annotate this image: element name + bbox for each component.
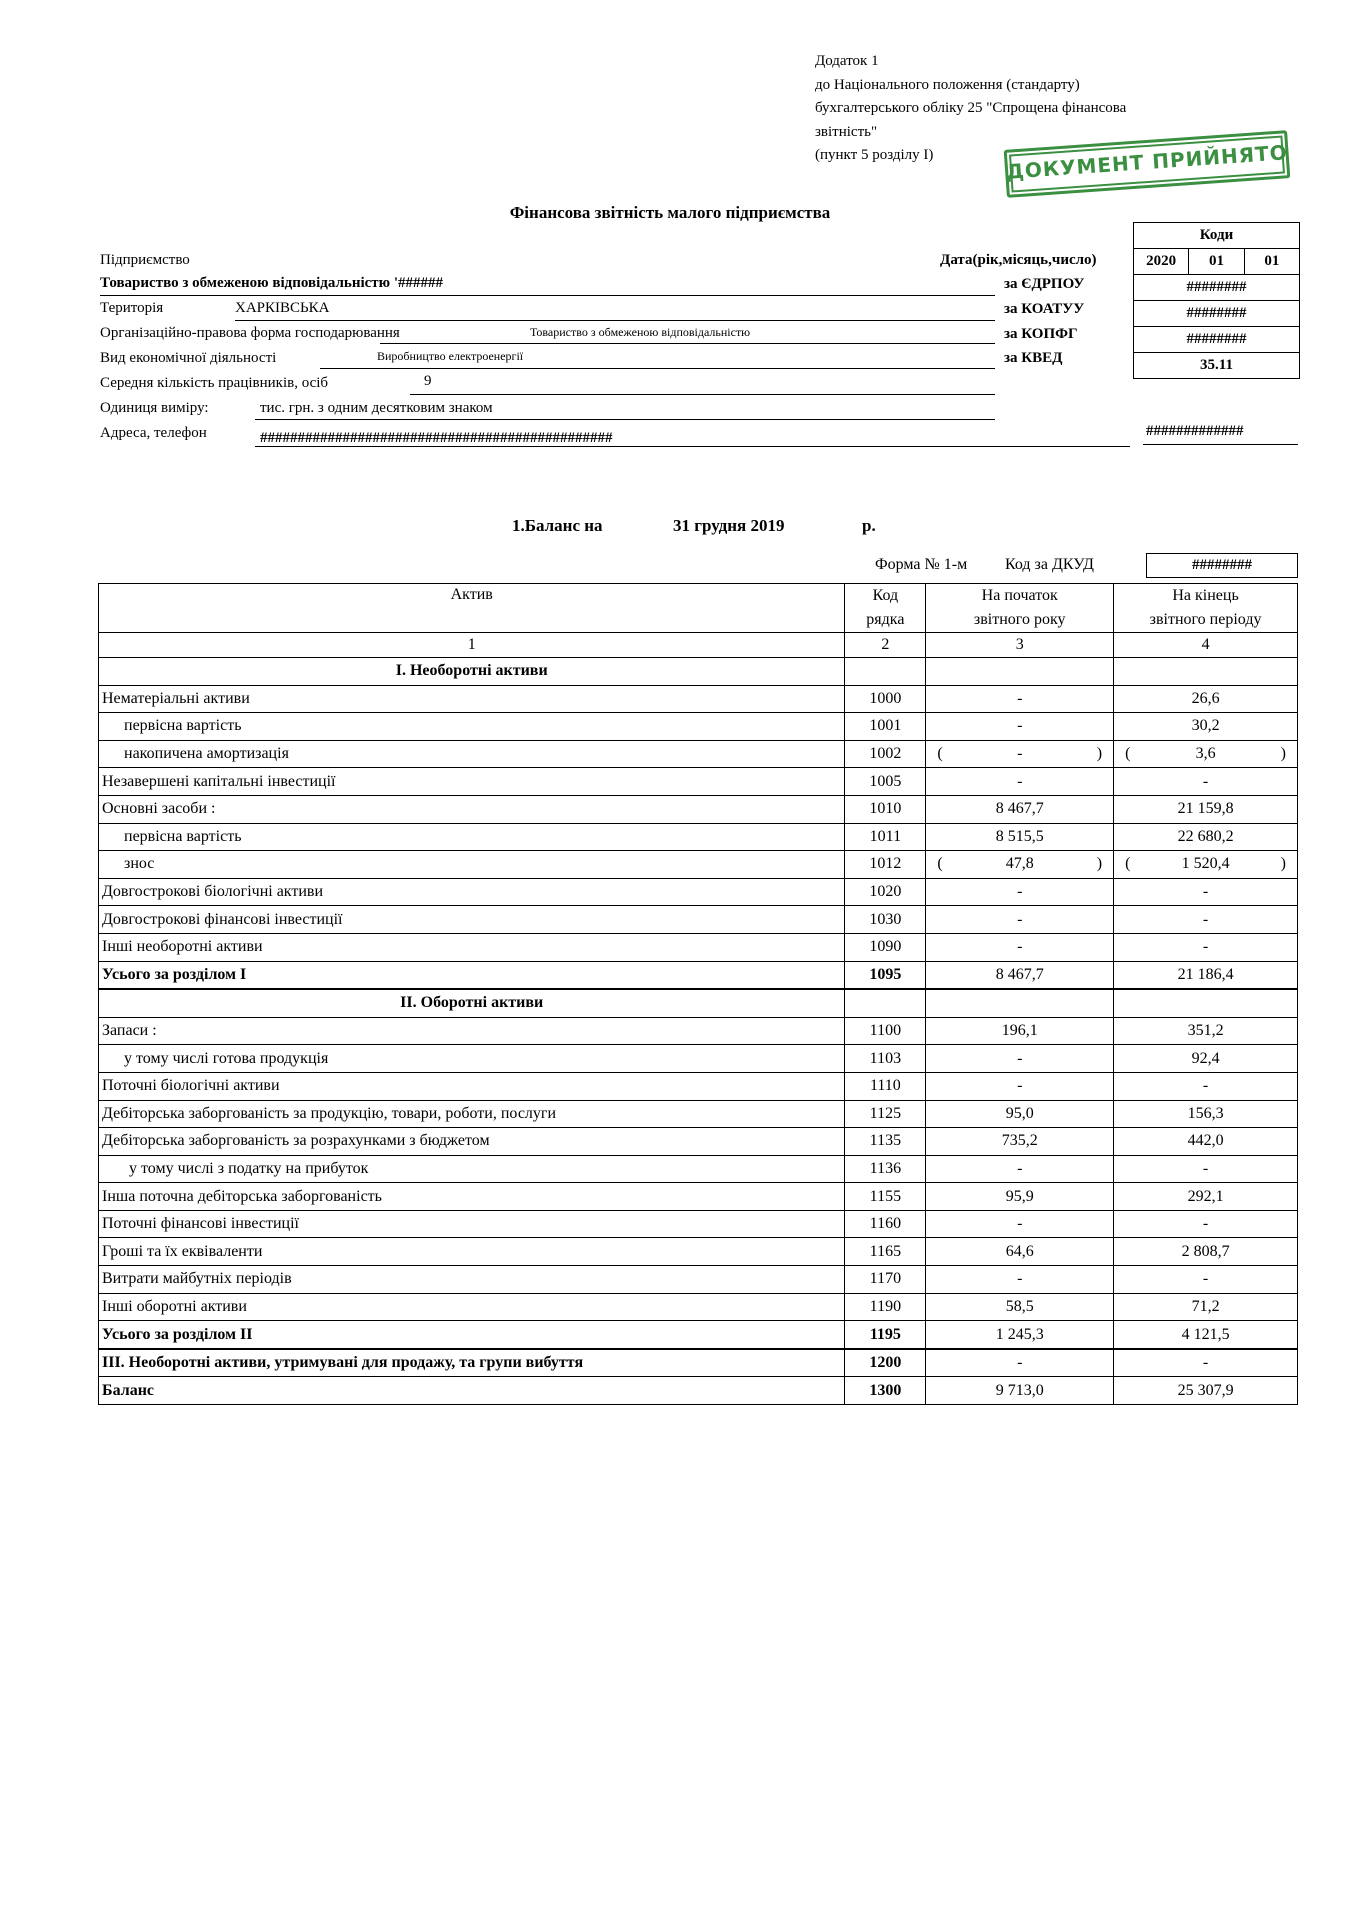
table-row [99, 1210, 1298, 1238]
table-row [99, 1266, 1298, 1294]
table-row [99, 1072, 1298, 1100]
table-row [99, 740, 1298, 768]
header-code-2: рядка [845, 608, 926, 633]
row-start-value: - [926, 878, 1114, 906]
legal-form-value: Товариство з обмеженою відповідальністю [530, 325, 751, 339]
row-start-value: - [926, 1349, 1114, 1377]
balance-table-body [99, 584, 1298, 1405]
row-label: Інша поточна дебіторська заборгованість [99, 1183, 845, 1211]
row-code: 1136 [845, 1155, 926, 1183]
row-label: первісна вартість [99, 713, 845, 741]
codes-date-row [1134, 249, 1299, 275]
row-label: Нематеріальні активи [99, 685, 845, 713]
column-numbers-row [99, 633, 1298, 658]
balance-suffix: р. [862, 516, 876, 535]
row-end-value: 71,2 [1114, 1293, 1298, 1321]
table-row [99, 1377, 1298, 1405]
row-start-value: 95,0 [926, 1100, 1114, 1128]
row-start-value: - [926, 1045, 1114, 1073]
column-number-3: 3 [926, 633, 1114, 658]
row-end-value: 351,2 [1114, 1017, 1298, 1045]
legal-form-underline [380, 343, 995, 344]
header-asset: Актив [99, 584, 845, 633]
row-label: Довгострокові біологічні активи [99, 878, 845, 906]
section-heading: I. Необоротні активи [99, 658, 845, 686]
row-label: III. Необоротні активи, утримувані для продажу, та групи вибуття [99, 1349, 845, 1377]
row-end-value: - [1114, 768, 1298, 796]
balance-date: 31 грудня 2019 [673, 516, 785, 535]
table-row [99, 989, 1298, 1017]
value-text: 3,6 [1195, 745, 1216, 763]
codes-month: 01 [1189, 249, 1244, 274]
empty-cell [845, 989, 926, 1017]
row-code: 1030 [845, 906, 926, 934]
row-end-value: - [1114, 906, 1298, 934]
row-end-value: 21 159,8 [1114, 795, 1298, 823]
open-paren: ( [1125, 855, 1131, 873]
row-start-value: - [926, 933, 1114, 961]
row-label: знос [99, 851, 845, 879]
close-paren: ) [1280, 855, 1286, 873]
table-row [99, 768, 1298, 796]
employees-underline [410, 394, 995, 395]
appendix-line-4: звітність" [815, 123, 878, 140]
activity-value: Виробництво електроенергії [377, 349, 524, 363]
row-code: 1011 [845, 823, 926, 851]
legal-form-label: Організаційно-правова форма господарювання [100, 325, 400, 341]
table-row [99, 1155, 1298, 1183]
codes-kved: 35.11 [1200, 357, 1233, 373]
dkud-value: ######## [1146, 553, 1298, 578]
row-code: 1190 [845, 1293, 926, 1321]
open-paren: ( [937, 745, 943, 763]
unit-underline [255, 419, 995, 420]
dkud-label: Код за ДКУД [1005, 556, 1094, 573]
row-end-value: - [1114, 1210, 1298, 1238]
row-start-value: - [926, 1210, 1114, 1238]
balance-table [98, 583, 1298, 1405]
row-code: 1103 [845, 1045, 926, 1073]
table-row [99, 658, 1298, 686]
row-label: первісна вартість [99, 823, 845, 851]
row-start-value: 196,1 [926, 1017, 1114, 1045]
row-start-value [926, 851, 1114, 879]
row-start-value: 8 515,5 [926, 823, 1114, 851]
row-label: Інші необоротні активи [99, 933, 845, 961]
edrpou-label: за ЄДРПОУ [1004, 276, 1085, 292]
enterprise-name: Товариство з обмеженою відповідальністю '###### [100, 275, 444, 291]
open-paren: ( [1125, 745, 1131, 763]
row-end-value: - [1114, 933, 1298, 961]
codes-edrpou: ######## [1134, 275, 1299, 301]
employees-label: Середня кількість працівників, осіб [100, 375, 329, 391]
address-value: ############################################### [260, 430, 613, 446]
row-end-value: 2 808,7 [1114, 1238, 1298, 1266]
row-start-value: 735,2 [926, 1128, 1114, 1156]
territory-label: Територія [100, 300, 164, 316]
unit-label: Одиниця виміру: [100, 400, 209, 416]
appendix-line-1: Додаток 1 [815, 53, 879, 69]
row-label: Основні засоби : [99, 795, 845, 823]
section-heading: II. Оборотні активи [99, 989, 845, 1017]
row-label: Усього за розділом I [99, 961, 845, 989]
row-end-value: 30,2 [1114, 713, 1298, 741]
table-row [99, 823, 1298, 851]
row-code: 1005 [845, 768, 926, 796]
table-row [99, 685, 1298, 713]
row-code: 1110 [845, 1072, 926, 1100]
row-start-value: - [926, 906, 1114, 934]
row-end-value: 25 307,9 [1114, 1377, 1298, 1405]
row-end-value: - [1114, 1266, 1298, 1294]
phone-underline [1143, 444, 1298, 445]
row-end-value: 292,1 [1114, 1183, 1298, 1211]
appendix-line-5: (пункт 5 розділу I) [815, 147, 934, 163]
unit-value: тис. грн. з одним десятковим знаком [260, 400, 493, 416]
table-row [99, 1238, 1298, 1266]
row-label: Усього за розділом II [99, 1321, 845, 1349]
codes-day: 01 [1264, 253, 1280, 269]
parenthesized-value [1117, 745, 1294, 763]
parenthesized-value [1117, 855, 1294, 873]
appendix-line-2: до Національного положення (стандарту) [815, 76, 1080, 93]
phone-value: ############# [1146, 423, 1244, 439]
row-label: Дебіторська заборгованість за продукцію, товари, роботи, послуги [99, 1100, 845, 1128]
row-end-value: 21 186,4 [1114, 961, 1298, 989]
kopfg-label: за КОПФГ [1004, 326, 1078, 342]
codes-box [1133, 222, 1300, 379]
close-paren: ) [1096, 855, 1103, 873]
row-start-value: 1 245,3 [926, 1321, 1114, 1349]
row-label: накопичена амортизація [99, 740, 845, 768]
enterprise-label: Підприємство [100, 252, 190, 268]
header-end-1: На кінець [1114, 584, 1298, 609]
row-code: 1200 [845, 1349, 926, 1377]
row-start-value: - [926, 713, 1114, 741]
row-end-value: 26,6 [1114, 685, 1298, 713]
codes-header: Коди [1134, 223, 1299, 249]
enterprise-underline [100, 295, 995, 296]
row-code: 1012 [845, 851, 926, 879]
row-start-value: - [926, 685, 1114, 713]
row-label: у тому числі готова продукція [99, 1045, 845, 1073]
activity-label: Вид економічної діяльності [100, 350, 277, 366]
territory-value: ХАРКІВСЬКА [235, 300, 330, 316]
appendix-line-3: бухгалтерського обліку 25 "Спрощена фінансова [815, 100, 1127, 116]
row-start-value: - [926, 1266, 1114, 1294]
row-label: Баланс [99, 1377, 845, 1405]
parenthesized-value [929, 745, 1110, 763]
open-paren: ( [937, 855, 943, 873]
row-end-value: - [1114, 878, 1298, 906]
row-code: 1165 [845, 1238, 926, 1266]
column-number-4: 4 [1114, 633, 1298, 658]
table-header-row-1 [99, 584, 1298, 609]
row-label: Запаси : [99, 1017, 845, 1045]
header-code-1: Код [845, 584, 926, 609]
table-row [99, 1128, 1298, 1156]
form-label: Форма № 1-м [875, 556, 968, 573]
table-row [99, 1100, 1298, 1128]
table-row [99, 1349, 1298, 1377]
row-label: Гроші та їх еквіваленти [99, 1238, 845, 1266]
row-code: 1195 [845, 1321, 926, 1349]
row-start-value: 8 467,7 [926, 795, 1114, 823]
row-label: Поточні фінансові інвестиції [99, 1210, 845, 1238]
table-row [99, 1321, 1298, 1349]
row-label: Довгострокові фінансові інвестиції [99, 906, 845, 934]
empty-cell [926, 658, 1114, 686]
row-code: 1001 [845, 713, 926, 741]
table-row [99, 1183, 1298, 1211]
row-start-value: 58,5 [926, 1293, 1114, 1321]
empty-cell [926, 989, 1114, 1017]
row-start-value: - [926, 1155, 1114, 1183]
codes-koatuu: ######## [1134, 301, 1299, 327]
date-label: Дата(рік,місяць,число) [940, 252, 1097, 268]
row-code: 1100 [845, 1017, 926, 1045]
table-row [99, 851, 1298, 879]
close-paren: ) [1280, 745, 1286, 763]
row-code: 1000 [845, 685, 926, 713]
close-paren: ) [1096, 745, 1103, 763]
stamp-text: ДОКУМЕНТ ПРИЙНЯТО [1005, 140, 1289, 184]
header-start-2: звітного року [926, 608, 1114, 633]
row-start-value: 9 713,0 [926, 1377, 1114, 1405]
row-label: у тому числі з податку на прибуток [99, 1155, 845, 1183]
row-code: 1090 [845, 933, 926, 961]
empty-cell [1114, 989, 1298, 1017]
address-underline [255, 446, 1130, 447]
row-label: Незавершені капітальні інвестиції [99, 768, 845, 796]
table-row [99, 795, 1298, 823]
row-start-value [926, 740, 1114, 768]
page-title: Фінансова звітність малого підприємства [509, 203, 831, 222]
row-end-value: 442,0 [1114, 1128, 1298, 1156]
table-row [99, 878, 1298, 906]
row-end-value: 156,3 [1114, 1100, 1298, 1128]
row-code: 1160 [845, 1210, 926, 1238]
row-start-value: 8 467,7 [926, 961, 1114, 989]
activity-underline [320, 368, 995, 369]
row-start-value: 95,9 [926, 1183, 1114, 1211]
row-code: 1020 [845, 878, 926, 906]
column-number-2: 2 [845, 633, 926, 658]
row-end-value: 22 680,2 [1114, 823, 1298, 851]
value-text: - [1017, 745, 1023, 763]
row-label: Інші оборотні активи [99, 1293, 845, 1321]
header-start-1: На початок [926, 584, 1114, 609]
empty-cell [1114, 658, 1298, 686]
row-code: 1155 [845, 1183, 926, 1211]
row-start-value: - [926, 1072, 1114, 1100]
row-code: 1125 [845, 1100, 926, 1128]
table-row [99, 1017, 1298, 1045]
balance-title: 1.Баланс на [512, 516, 603, 535]
table-row [99, 713, 1298, 741]
row-code: 1095 [845, 961, 926, 989]
row-code: 1300 [845, 1377, 926, 1405]
territory-underline [235, 320, 995, 321]
table-row [99, 961, 1298, 989]
row-code: 1170 [845, 1266, 926, 1294]
kved-label: за КВЕД [1004, 350, 1063, 366]
row-end-value: 92,4 [1114, 1045, 1298, 1073]
table-row [99, 933, 1298, 961]
row-start-value: 64,6 [926, 1238, 1114, 1266]
codes-year: 2020 [1134, 249, 1189, 274]
parenthesized-value [929, 855, 1110, 873]
row-code: 1010 [845, 795, 926, 823]
employees-value: 9 [424, 373, 432, 389]
row-end-value: - [1114, 1349, 1298, 1377]
codes-kopfg: ######## [1134, 327, 1299, 353]
address-label: Адреса, телефон [100, 425, 207, 441]
value-text: 47,8 [1005, 855, 1034, 873]
row-end-value: - [1114, 1155, 1298, 1183]
table-row [99, 1293, 1298, 1321]
row-label: Дебіторська заборгованість за розрахунками з бюджетом [99, 1128, 845, 1156]
row-code: 1002 [845, 740, 926, 768]
row-end-value [1114, 851, 1298, 879]
row-label: Поточні біологічні активи [99, 1072, 845, 1100]
value-text: 1 520,4 [1181, 855, 1230, 873]
header-end-2: звітного періоду [1114, 608, 1298, 633]
row-label: Витрати майбутніх періодів [99, 1266, 845, 1294]
row-code: 1135 [845, 1128, 926, 1156]
column-number-1: 1 [99, 633, 845, 658]
row-end-value [1114, 740, 1298, 768]
row-start-value: - [926, 768, 1114, 796]
table-row [99, 906, 1298, 934]
koatuu-label: за КОАТУУ [1004, 301, 1085, 317]
empty-cell [845, 658, 926, 686]
row-end-value: 4 121,5 [1114, 1321, 1298, 1349]
row-end-value: - [1114, 1072, 1298, 1100]
table-row [99, 1045, 1298, 1073]
